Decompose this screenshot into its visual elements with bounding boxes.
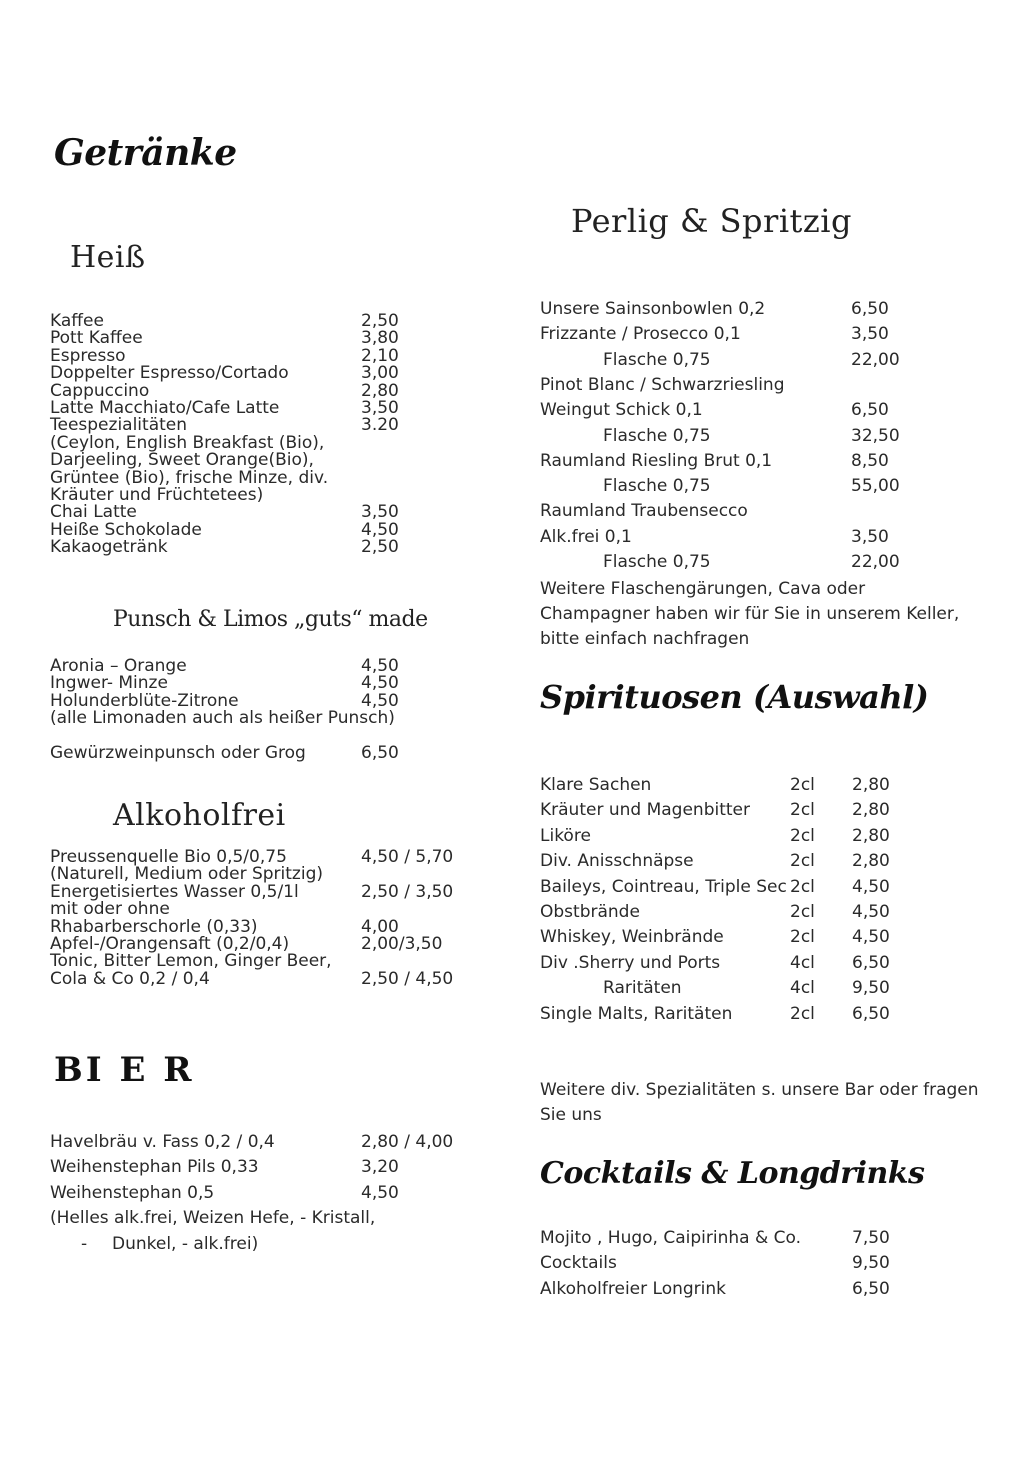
item-price: 4,50 [852, 902, 890, 922]
perlig-note: Weitere Flaschengärungen, Cava oder Champagner haben wir für Sie in unserem Keller, bitte einfach nachfragen [540, 579, 960, 649]
heading-bier: BI E R [54, 1050, 195, 1090]
item-price: 6,50 [851, 299, 889, 319]
item-price: 4,50 / 5,70 [361, 847, 454, 867]
item-price: 7,50 [852, 1228, 890, 1248]
item-price: 3,80 [361, 328, 399, 349]
item-price: 4,50 [361, 673, 399, 694]
item-price: 2,10 [361, 345, 399, 366]
item-price: 2,50 [361, 311, 399, 331]
heading-alkoholfrei: Alkoholfrei [113, 798, 286, 833]
item-name: (Ceylon, English Breakfast (Bio), [50, 432, 325, 453]
item-name: Raritäten [603, 978, 682, 999]
item-price: 4,00 [361, 916, 399, 937]
spirituosen-note: Weitere div. Spezialitäten s. unsere Bar oder fragen Sie uns [540, 1080, 979, 1125]
item-name: Weihenstephan Pils 0,33 [50, 1157, 259, 1178]
item-name: (Naturell, Medium oder Spritzig) [50, 864, 323, 885]
item-name: Rhabarberschorle (0,33) [50, 916, 258, 937]
item-name: Kräuter und Früchtetees) [50, 485, 264, 505]
item-name: Single Malts, Raritäten [540, 1003, 733, 1024]
item-size: 2cl [790, 825, 815, 846]
item-name: (Helles alk.frei, Weizen Hefe, - Kristall, [50, 1208, 376, 1229]
item-dash: - [81, 1234, 88, 1254]
item-name: Baileys, Cointreau, Triple Sec [540, 876, 787, 897]
item-name: Energetisiertes Wasser 0,5/1l [50, 881, 299, 902]
item-price: 3,50 [851, 324, 889, 345]
item-name: Preussenquelle Bio 0,5/0,75 [50, 847, 287, 867]
heading-spirituosen: Spirituosen (Auswahl) [540, 678, 929, 716]
item-price: 4,50 [361, 656, 399, 676]
item-name: Chai Latte [50, 502, 137, 523]
item-size: 2cl [790, 927, 815, 948]
item-name: Flasche 0,75 [603, 425, 711, 446]
item-price: 55,00 [851, 476, 900, 497]
item-name: Ingwer- Minze [50, 673, 168, 694]
item-price: 6,50 [852, 1003, 890, 1024]
item-price: 6,50 [851, 400, 889, 421]
item-price: 4,50 [361, 1182, 399, 1203]
item-size: 2cl [790, 876, 815, 897]
heading-perlig: Perlig & Spritzig [571, 202, 852, 240]
item-name: Gewürzweinpunsch oder Grog [50, 743, 306, 763]
item-name: mit oder ohne [50, 899, 170, 920]
item-name: Weihenstephan 0,5 [50, 1182, 215, 1203]
item-name: Raumland Traubensecco [540, 501, 748, 522]
page-title: Getränke [54, 132, 237, 174]
item-name: Div. Anisschnäpse [540, 851, 694, 872]
item-size: 4cl [790, 952, 815, 973]
item-price: 2,80 [361, 380, 399, 401]
item-price: 6,50 [852, 952, 890, 973]
item-name: Frizzante / Prosecco 0,1 [540, 324, 741, 345]
item-size: 2cl [790, 902, 815, 922]
item-size: 4cl [790, 978, 815, 999]
item-price: 3.20 [361, 415, 399, 436]
item-size: 2cl [790, 1003, 815, 1024]
item-name: Havelbräu v. Fass 0,2 / 0,4 [50, 1132, 275, 1152]
heading-punsch: Punsch & Limos „guts“ made [113, 607, 428, 632]
item-name: Kakaogetränk [50, 537, 168, 558]
item-name: Tonic, Bitter Lemon, Ginger Beer, [50, 951, 332, 972]
item-price: 2,00/3,50 [361, 934, 443, 954]
item-name: Latte Macchiato/Cafe Latte [50, 398, 280, 418]
item-name: Teespezialitäten [50, 415, 188, 436]
item-price: 4,50 [361, 690, 399, 711]
heading-cocktails: Cocktails & Longdrinks [540, 1156, 925, 1191]
item-name: Darjeeling, Sweet Orange(Bio), [50, 450, 314, 471]
item-price: 32,50 [851, 425, 900, 446]
item-name: Dunkel, - alk.frei) [112, 1234, 259, 1254]
item-price: 4,50 [852, 927, 890, 948]
item-name: Unsere Sainsonbowlen 0,2 [540, 299, 766, 319]
item-price: 9,50 [852, 1253, 890, 1274]
item-price: 6,50 [361, 743, 399, 763]
item-price: 2,80 [852, 825, 890, 846]
item-price: 2,80 [852, 800, 890, 821]
item-name: Whiskey, Weinbrände [540, 927, 724, 948]
item-name: Flasche 0,75 [603, 476, 711, 497]
item-price: 3,50 [851, 526, 889, 547]
item-name: Espresso [50, 345, 126, 366]
heading-heiss: Heiß [70, 240, 146, 275]
item-name: Holunderblüte-Zitrone [50, 690, 239, 711]
item-price: 4,50 [852, 876, 890, 897]
item-price: 4,50 [361, 519, 399, 540]
item-price: 22,00 [851, 349, 900, 370]
item-price: 9,50 [852, 978, 890, 999]
item-name: Raumland Riesling Brut 0,1 [540, 450, 773, 471]
item-price: 22,00 [851, 552, 900, 572]
item-price: 2,50 / 3,50 [361, 881, 454, 902]
item-name: Cocktails [540, 1253, 617, 1274]
item-name: (alle Limonaden auch als heißer Punsch) [50, 708, 395, 729]
item-name: Apfel-/Orangensaft (0,2/0,4) [50, 934, 290, 954]
item-price: 2,80 / 4,00 [361, 1132, 454, 1152]
item-name: Alkoholfreier Longrink [540, 1278, 726, 1299]
item-name: Doppelter Espresso/Cortado [50, 363, 289, 384]
item-name: Weingut Schick 0,1 [540, 400, 703, 421]
item-price: 3,50 [361, 502, 399, 523]
item-price: 8,50 [851, 450, 889, 471]
item-price: 2,80 [852, 851, 890, 872]
item-name: Kaffee [50, 311, 104, 331]
item-price: 6,50 [852, 1278, 890, 1299]
item-name: Mojito , Hugo, Caipirinha & Co. [540, 1228, 801, 1248]
item-name: Klare Sachen [540, 775, 652, 795]
item-size: 2cl [790, 800, 815, 821]
item-name: Pott Kaffee [50, 328, 143, 349]
item-name: Obstbrände [540, 902, 640, 922]
item-name: Pinot Blanc / Schwarzriesling [540, 374, 785, 395]
item-name: Grüntee (Bio), frische Minze, div. [50, 467, 329, 488]
item-price: 2,50 / 4,50 [361, 968, 454, 989]
item-name: Flasche 0,75 [603, 349, 711, 370]
item-name: Flasche 0,75 [603, 552, 711, 572]
item-price: 3,20 [361, 1157, 399, 1178]
item-size: 2cl [790, 851, 815, 872]
item-name: Aronia – Orange [50, 656, 187, 676]
item-name: Alk.frei 0,1 [540, 526, 632, 547]
item-size: 2cl [790, 775, 815, 795]
item-price: 3,00 [361, 363, 399, 384]
item-name: Heiße Schokolade [50, 519, 202, 540]
item-name: Liköre [540, 825, 591, 846]
item-price: 3,50 [361, 398, 399, 418]
item-name: Kräuter und Magenbitter [540, 800, 750, 821]
item-name: Cappuccino [50, 380, 150, 401]
item-name: Cola & Co 0,2 / 0,4 [50, 968, 210, 989]
item-name: Div .Sherry und Ports [540, 952, 721, 973]
item-price: 2,80 [852, 775, 890, 795]
item-price: 2,50 [361, 537, 399, 558]
